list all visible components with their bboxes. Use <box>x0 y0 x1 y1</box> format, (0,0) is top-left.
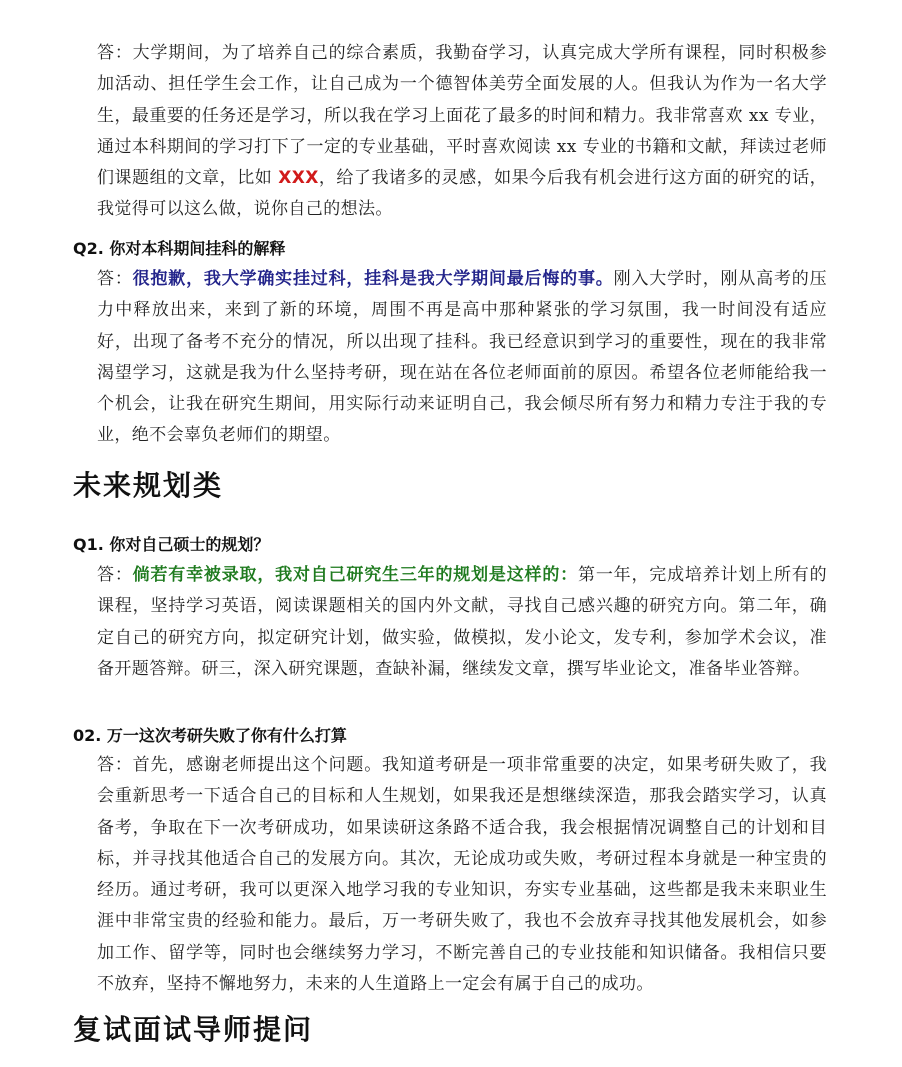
answer-prefix: 答： <box>97 565 133 585</box>
section-title-future-planning: 未来规划类 <box>73 469 224 502</box>
answer-text: 第一年，完成培养计划上所有的课程，坚持学习英语，阅读课题相关的国内外文献，寻找自己感兴趣的研究方向。第二年，确定自己的研究方向，拟定研究计划，做实验，做模拟，发小论文，发专利，参加学术会议，准备开题答辩。研三，深入研究课题，查缺补漏，继续发文章，撰写毕业论文，准备毕业答辩。 <box>97 565 828 679</box>
answer-paragraph-failed-course <box>97 264 827 452</box>
answer-prefix: 答： <box>97 269 133 289</box>
answer-paragraph-master-plan <box>97 560 827 685</box>
question-master-plan: Q1. 你对自己硕士的规划？ <box>73 535 270 554</box>
answer-highlight-apology: 很抱歉，我大学确实挂过科，挂科是我大学期间最后悔的事。 <box>132 269 614 289</box>
answer-text: 刚入大学时，刚从高考的压力中释放出来，来到了新的环境，周围不再是高中那种紧张的学习氛围，我一时间没有适应好，出现了备考不充分的情况，所以出现了挂科。我已经意识到学习的重要性，现在的我非常渴望学习，这就是我为什么坚持考研，现在站在各位老师面前的原因。希望各位老师能给我一个机会，让我在研究生期间，用实际行动来证明自己，我会倾尽所有努力和精力专注于我的专业，绝不会辜负老师们的期望。 <box>97 269 827 446</box>
answer-text-before: 答：大学期间，为了培养自己的综合素质，我勤奋学习，认真完成大学所有课程，同时积极参加活动、担任学生会工作，让自己成为一个德智体美劳全面发展的人。但我认为作为一名大学生，最重要的任务还是学习，所以我在学习上面花了最多的时间和精力。我非常喜欢 xx 专业，通过本科期间的学习打下了一定的专业基础，平时喜欢阅读 xx 专业的书籍和文献，拜读过老师们课题组的文章，比如 <box>97 43 827 189</box>
question-exam-failure: 02. 万一这次考研失败了你有什么打算 <box>73 726 347 745</box>
highlight-xxx: XXX <box>278 168 319 189</box>
answer-paragraph-study <box>97 38 827 226</box>
answer-paragraph-exam-failure: 答：首先，感谢老师提出这个问题。我知道考研是一项非常重要的决定，如果考研失败了，我会重新思考一下适合自己的目标和人生规划，如果我还是想继续深造，那我会踏实学习，认真备考，争取在下一次考研成功，如果读研这条路不适合我，我会根据情况调整自己的计划和目标，并寻找其他适合自己的发展方向。其次，无论成功或失败，考研过程本身就是一种宝贵的经历。通过考研，我可以更深入地学习我的专业知识，夯实专业基础，这些都是我未来职业生涯中非常宝贵的经验和能力。最后，万一考研失败了，我也不会放弃寻找其他发展机会，如参加工作、留学等，同时也会继续努力学习，不断完善自己的专业技能和知识储备。我相信只要不放弃，坚持不懈地努力，未来的人生道路上一定会有属于自己的成功。 <box>97 755 827 995</box>
question-failed-course: Q2. 你对本科期间挂科的解释 <box>73 239 286 258</box>
answer-highlight-plan: 倘若有幸被录取，我对自己研究生三年的规划是这样的： <box>132 565 579 585</box>
answer-text-after: ，给了我诸多的灵感，如果今后我有机会进行这方面的研究的话，我觉得可以这么做，说你自己的想法。 <box>97 168 827 220</box>
section-title-advisor-questions: 复试面试导师提问 <box>73 1013 314 1046</box>
